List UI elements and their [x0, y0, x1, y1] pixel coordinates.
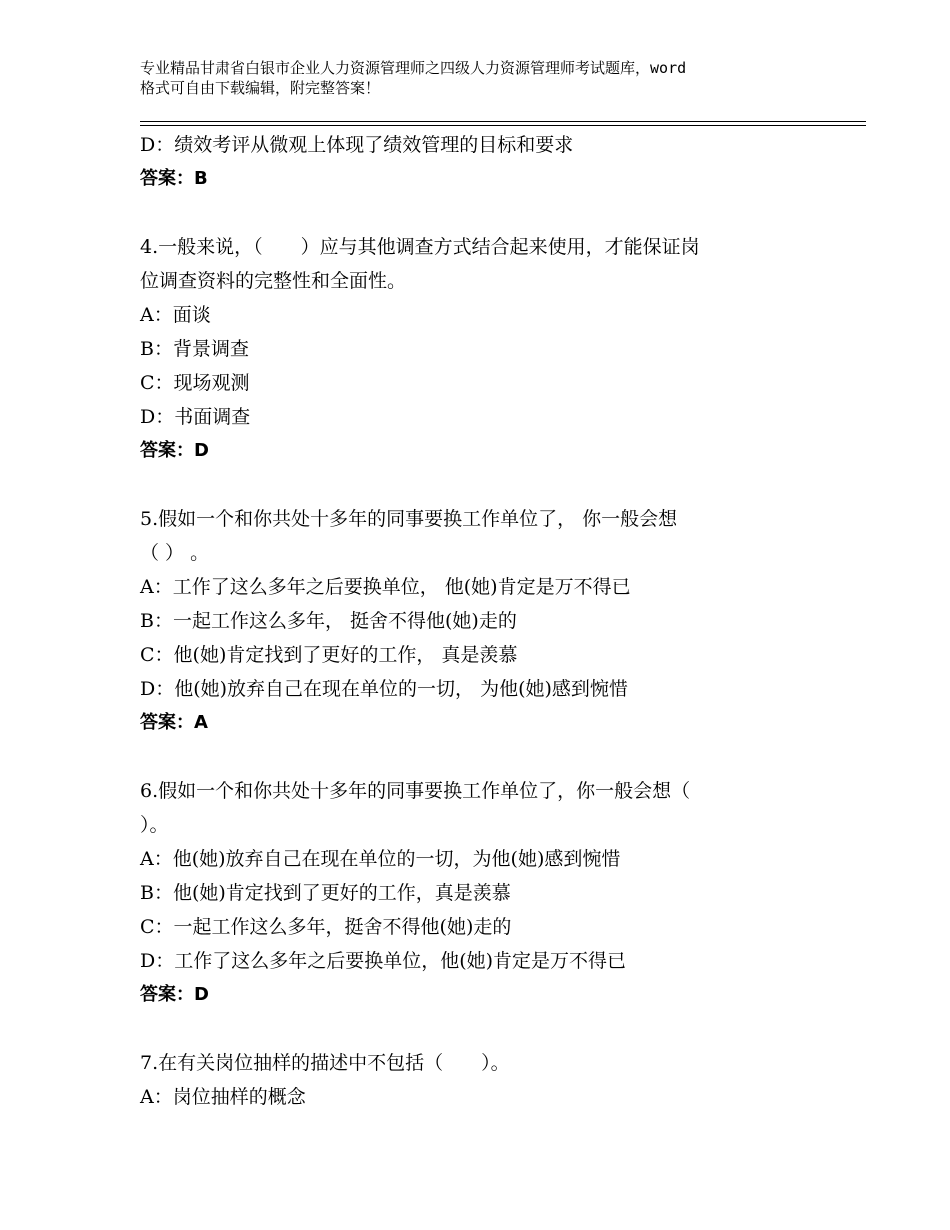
- question-text: 6.假如一个和你共处十多年的同事要换工作单位了，你一般会想（: [140, 780, 691, 802]
- answer-line: 答案：B: [140, 168, 208, 189]
- header-line: 格式可自由下载编辑，附完整答案！: [140, 79, 381, 97]
- option-b: B：他(她)肯定找到了更好的工作，真是羡慕: [140, 882, 511, 904]
- option-a: A：岗位抽样的概念: [140, 1086, 306, 1108]
- option-a: A：面谈: [140, 304, 211, 326]
- question-text: 7.在有关岗位抽样的描述中不包括（ ）。: [140, 1052, 510, 1074]
- option-b: B：一起工作这么多年， 挺舍不得他(她)走的: [140, 610, 517, 632]
- question-block: [140, 128, 840, 196]
- option-a: A：工作了这么多年之后要换单位， 他(她)肯定是万不得已: [140, 576, 631, 598]
- option-c: C：他(她)肯定找到了更好的工作， 真是羡慕: [140, 644, 518, 666]
- document-body: [140, 128, 840, 1114]
- answer-line: 答案：D: [140, 984, 209, 1005]
- question-text: 4.一般来说，（ ）应与其他调查方式结合起来使用，才能保证岗: [140, 236, 700, 258]
- option-d: D：书面调查: [140, 406, 251, 428]
- question-text: 位调查资料的完整性和全面性。: [140, 270, 407, 292]
- option-a: A：他(她)放弃自己在现在单位的一切，为他(她)感到惋惜: [140, 848, 621, 870]
- header-line: 专业精品甘肃省白银市企业人力资源管理师之四级人力资源管理师考试题库，word: [140, 59, 687, 77]
- answer-line: 答案：A: [140, 712, 208, 733]
- question-text: 5.假如一个和你共处十多年的同事要换工作单位了， 你一般会想: [140, 508, 678, 530]
- question-block: [140, 1046, 840, 1114]
- option-b: B：背景调查: [140, 338, 249, 360]
- header-divider: [140, 125, 866, 126]
- header-divider: [140, 121, 866, 122]
- answer-line: 答案：D: [140, 440, 209, 461]
- option-d: D：他(她)放弃自己在现在单位的一切， 为他(她)感到惋惜: [140, 678, 628, 700]
- question-block: [140, 502, 840, 740]
- option-d: D：工作了这么多年之后要换单位，他(她)肯定是万不得已: [140, 950, 627, 972]
- question-text: ）。: [140, 814, 169, 836]
- question-block: [140, 774, 840, 1012]
- option-d: D：绩效考评从微观上体现了绩效管理的目标和要求: [140, 134, 574, 156]
- option-c: C：现场观测: [140, 372, 250, 394]
- option-c: C：一起工作这么多年，挺舍不得他(她)走的: [140, 916, 512, 938]
- question-text: （ ） 。: [140, 542, 210, 564]
- question-block: [140, 230, 840, 468]
- document-header: [140, 58, 830, 98]
